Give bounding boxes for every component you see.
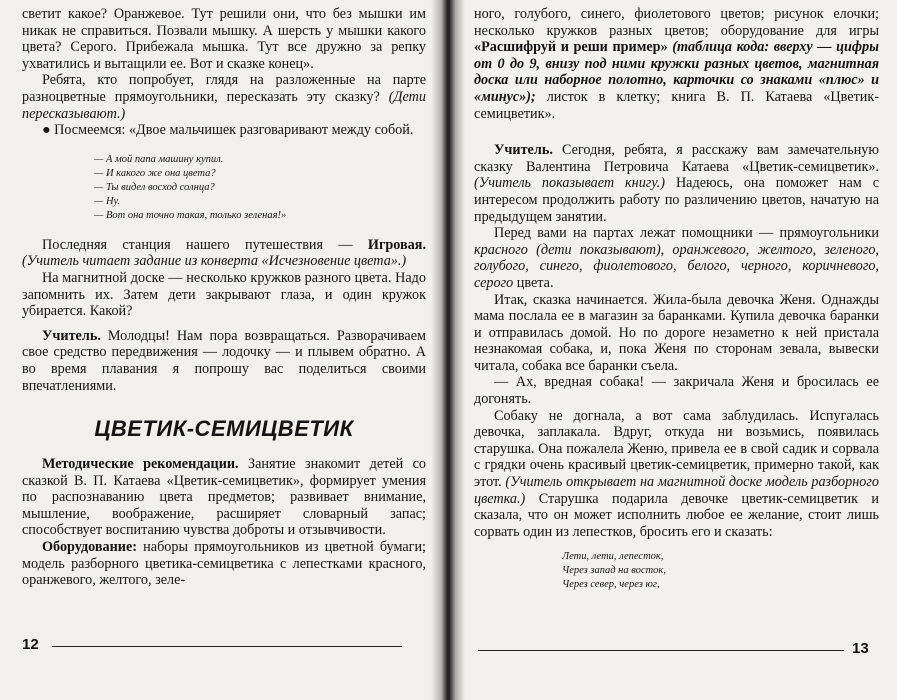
bold-run: Оборудование: bbox=[42, 539, 137, 556]
paragraph bbox=[474, 142, 879, 225]
paragraph bbox=[22, 539, 426, 589]
text-run: Молодцы! Нам пора возвращаться. Разворачиваем свое средство передвижения — лодочку — и плывем обратно. А во время плавания я попрошу вас поделиться своими впечатлениями. bbox=[22, 327, 426, 394]
text-run: Занятие знакомит детей со сказкой В. П. Катаева «Цветик-семицветик», формирует умения по распознаванию цвета предметов; развивает внимание, мышление, воображение, расширяет словарный запас; способствует воспитанию чувства доброты и отзывчивости. bbox=[22, 456, 426, 539]
left-page bbox=[0, 0, 446, 700]
speaker-label: Учитель. bbox=[494, 142, 553, 159]
paragraph bbox=[474, 225, 879, 291]
paragraph: На магнитной доске — несколько кружков разного цвета. Надо запомнить их. Затем дети закрывают глаза, и один кружок убирается. Какой? bbox=[22, 269, 426, 320]
dialog-line: — Ну. bbox=[94, 195, 121, 207]
speaker-label: Учитель. bbox=[42, 327, 101, 344]
dialog-line: — Вот она точно такая, только зеленая!» bbox=[94, 209, 287, 221]
text-run: Надеюсь, она поможет нам с интересом продолжить работу по различению цветов, начатую на предыдущем занятии. bbox=[474, 175, 879, 225]
text-run: Собаку не догнала, а вот сама заблудилась. Испугалась девочка, заплакала. Вдруг, откуда ни возьмись, появилась старушка. Она пожалела Женю, привела ее в свой садик и сорвала с грядки очень красивый цветик-семицветик, примерно такой, как этот. bbox=[474, 407, 879, 491]
bold-run: Игровая. bbox=[367, 236, 426, 253]
poem-block bbox=[562, 550, 879, 592]
text-run: Сегодня, ребята, я расскажу вам замечательную сказку Валентина Петровича Катаева «Цветик-семицветик». bbox=[474, 142, 879, 175]
paragraph: — Ах, вредная собака! — закричала Женя и бросилась ее догонять. bbox=[474, 374, 879, 408]
stage-direction: (Учитель показывает книгу.) bbox=[474, 175, 666, 192]
page-number: 12 bbox=[22, 636, 39, 653]
text-run: Старушка подарила девочке цветик-семицветик и сказала, что он может исполнить любое ее желание, стоит лишь сорвать один из лепестков, бросить его и сказать: bbox=[474, 490, 879, 540]
text-run: Последняя станция нашего путешествия — bbox=[42, 236, 368, 253]
stage-direction: (таблица кода: вверху — цифры от 0 до 9, внизу под ними кружки разных цветов, магнитная доска или наборное полотно, карточки со знаками «плюс» и «минус»); bbox=[474, 39, 879, 105]
paragraph bbox=[474, 408, 879, 541]
stage-direction: красного (дети показывают), оранжевого, желтого, зеленого, голубого, синего, фиолетового, белого, черного, коричневого, серого bbox=[474, 241, 879, 291]
dialog-line: — И какого же она цвета? bbox=[94, 167, 216, 179]
text-run: Ребята, кто попробует, глядя на разложенные на парте разноцветные прямоугольники, пересказать эту сказку? bbox=[22, 72, 426, 105]
paragraph: светит какое? Оранжевое. Тут решили они, что без мышки им никак не справиться. Позвали мышку. А шерсть у мышки какого цвета? Серого. Прибежала мышка. Тут все дружно за репку ухватились и вытащили ее. Вот и сказке конец». bbox=[22, 6, 426, 72]
paragraph: ● Посмеемся: «Двое мальчишек разговаривают между собой. bbox=[42, 122, 414, 139]
dialog-line: — А мой папа машину купил. bbox=[94, 153, 224, 165]
section-heading: ЦВЕТИК-СЕМИЦВЕТИК bbox=[94, 416, 354, 442]
bold-run: «Расшифруй и реши пример» bbox=[474, 39, 668, 56]
text-run: цвета. bbox=[513, 274, 554, 291]
footer-rule bbox=[478, 650, 844, 651]
paragraph bbox=[22, 456, 426, 539]
stage-direction: (Учитель открывает на магнитной доске модель разборного цветка.) bbox=[474, 474, 879, 507]
poem-line: Через запад на восток, bbox=[562, 565, 666, 577]
paragraph bbox=[474, 6, 879, 122]
paragraph bbox=[22, 328, 426, 394]
text-run: Перед вами на партах лежат помощники — прямоугольники bbox=[494, 225, 879, 242]
stage-direction: (Учитель читает задание из конверта «Исчезновение цвета».) bbox=[22, 253, 407, 270]
text-run: ного, голубого, синего, фиолетового цветов; рисунок елочки; несколько кружков разных цветов; оборудование для игры bbox=[474, 6, 879, 39]
poem-line: Через север, через юг, bbox=[562, 579, 660, 591]
paragraph bbox=[22, 237, 426, 270]
text-run: листок в клетку; книга В. П. Катаева «Цветик-семицветик». bbox=[474, 88, 879, 122]
stage-direction: (Дети пересказывают.) bbox=[22, 88, 426, 122]
page-number: 13 bbox=[852, 640, 869, 657]
text-run: наборы прямоугольников из цветной бумаги; модель разборного цветика-семицветика с лепестками красного, оранжевого, желтого, зеле- bbox=[22, 539, 426, 589]
paragraph bbox=[22, 72, 426, 122]
right-page bbox=[446, 0, 897, 700]
bold-run: Методические рекомендации. bbox=[42, 456, 239, 473]
dialog-line: — Ты видел восход солнца? bbox=[94, 181, 215, 193]
dialog-block bbox=[94, 153, 426, 223]
paragraph: Итак, сказка начинается. Жила-была девочка Женя. Однажды мама послала ее в магазин за баранками. Купила девочка баранки и отправилась домой. Но по дороге незаметно к ней пристала незнакомая собака, и, пока Женя по сторонам зевала, вывески читала, собака все баранки съела. bbox=[474, 291, 879, 374]
poem-line: Лети, лети, лепесток, bbox=[562, 551, 664, 563]
footer-rule bbox=[52, 646, 402, 647]
